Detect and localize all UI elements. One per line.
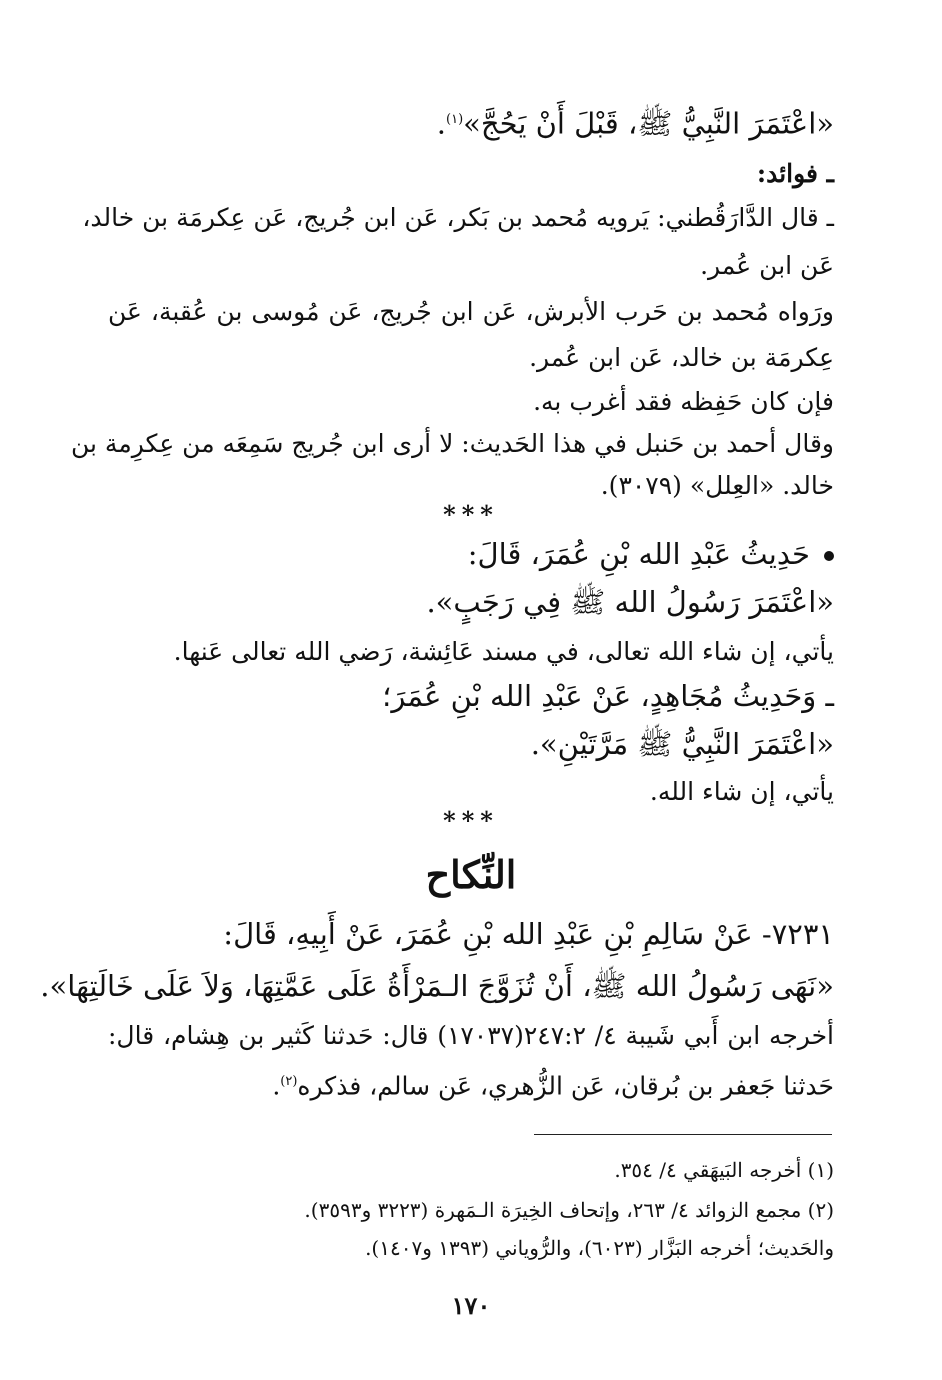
body-line: يأتي، إن شاء الله تعالى، في مسند عَائِشة، رَضي الله تعالى عَنها. <box>173 637 834 666</box>
body-line: يأتي، إن شاء الله. <box>649 777 834 806</box>
hadith-text-line: «نَهَى رَسُولُ الله ﷺ، أَنْ تُزَوَّجَ الـمَرْأَةُ عَلَى عَمَّتِهَا، وَلاَ عَلَى خَالَتِهَا». <box>40 969 834 1003</box>
body-line: أخرجه ابن أَبي شَيبة ٤/ ٢٤٧:٢(١٧٠٣٧) قال: حَدثنا كَثير بن هِشام، قال: <box>108 1021 834 1050</box>
body-line: عِكرمَة بن خالد، عَن ابن عُمر. <box>529 343 834 372</box>
hadith-text-line: «اعْتَمَرَ النَّبِيُّ ﷺ مَرَّتَيْنِ». <box>530 727 834 761</box>
body-line: وقال أحمد بن حَنبل في هذا الحَديث: لا أرى ابن جُريج سَمِعَه من عِكرِمة بن <box>70 429 834 458</box>
body-line: ورَواه مُحمد بن حَرب الأبرش، عَن ابن جُريج، عَن مُوسى بن عُقبة، عَن <box>108 297 834 326</box>
hadith-heading-line: حَدِيثُ عَبْدِ الله بْنِ عُمَرَ، قَالَ: <box>108 534 834 574</box>
hadith-text-line: «اعْتَمَرَ رَسُولُ الله ﷺ فِي رَجَبٍ». <box>426 585 834 619</box>
section-label-benefits: ـ فوائد: <box>756 159 834 188</box>
footnote-divider <box>534 1134 832 1135</box>
section-separator: *** <box>443 806 499 835</box>
page-number: ١٧٠ <box>451 1291 491 1320</box>
chapter-heading: النِّكاح <box>425 852 517 897</box>
section-separator: *** <box>443 500 499 529</box>
hadith-isnad-line: ٧٢٣١- عَنْ سَالِمِ بْنِ عَبْدِ الله بْنِ عُمَرَ، عَنْ أَبِيهِ، قَالَ: <box>223 917 834 951</box>
footnote: (٢) مجمع الزوائد ٤/ ٢٦٣، وإتحاف الخِيرَة الـمَهرة (٣٢٢٣ و٣٥٩٣). <box>304 1198 834 1222</box>
bullet-icon <box>824 551 834 561</box>
hadith-text-line: «اعْتَمَرَ النَّبِيُّ ﷺ، قَبْلَ أَنْ يَحُجَّ»$^{(١)}$. <box>436 106 834 141</box>
body-line: عَن ابن عُمر. <box>700 251 834 280</box>
hadith-heading-line: ـ وَحَدِيثُ مُجَاهِدٍ، عَنْ عَبْدِ الله بْنِ عُمَرَ؛ <box>382 679 834 713</box>
body-line: فإن كان حَفِظه فقد أغرب به. <box>533 387 834 416</box>
footnote: (١) أخرجه البَيهَقي ٤/ ٣٥٤. <box>614 1158 834 1182</box>
body-line: خالد. «العِلل» (٣٠٧٩). <box>600 471 834 500</box>
body-line: ـ قال الدَّارَقُطني: يَرويه مُحمد بن بَكر، عَن ابن جُريج، عَن عِكرمَة بن خالد، <box>82 203 834 232</box>
body-line: حَدثنا جَعفر بن بُرقان، عَن الزُّهري، عَن سالم، فذكره$^{(٢)}$. <box>272 1071 834 1101</box>
footnote: والحَديث؛ أخرجه البَزَّار (٦٠٢٣)، والرُّوياني (١٣٩٣ و١٤٠٧). <box>365 1236 834 1260</box>
